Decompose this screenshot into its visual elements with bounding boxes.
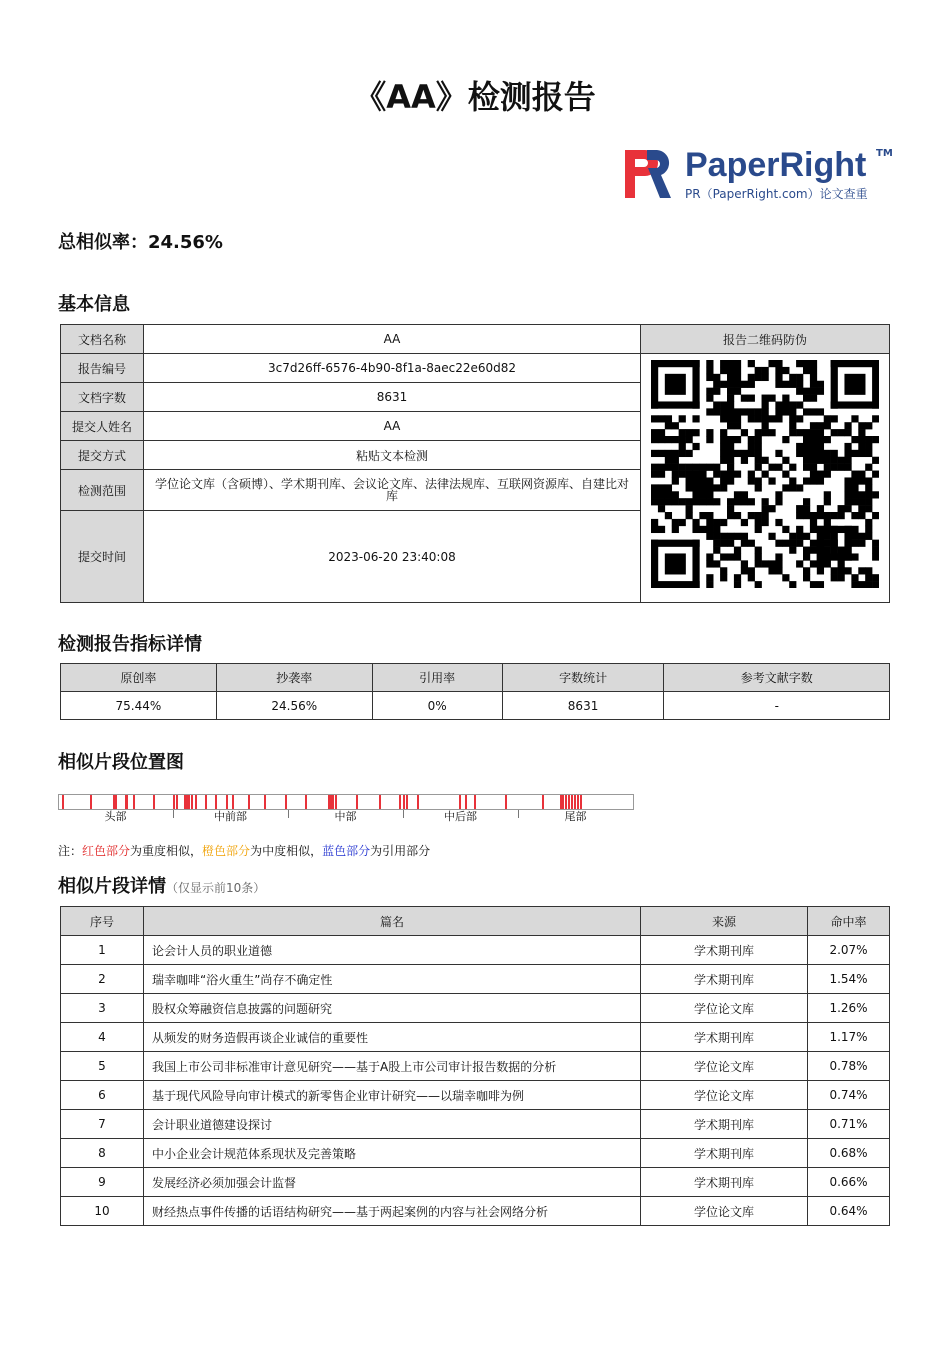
similarity-mark	[264, 795, 266, 809]
value-submit-method: 粘贴文本检测	[144, 441, 641, 470]
similarity-mark	[474, 795, 476, 809]
segment-back-middle: 中后部	[444, 810, 477, 823]
paperright-logo	[623, 146, 903, 206]
frag-title: 发展经济必须加强会计监督	[144, 1168, 641, 1197]
fragments-heading	[58, 872, 265, 898]
frag-source: 学位论文库	[641, 994, 808, 1023]
frag-rate: 1.26%	[808, 994, 890, 1023]
frag-source: 学术期刊库	[641, 1110, 808, 1139]
fragments-heading-note: （仅显示前10条）	[166, 881, 266, 895]
basic-info-heading: 基本信息	[58, 294, 130, 315]
frag-title: 基于现代风险导向审计模式的新零售企业审计研究——以瑞幸咖啡为例	[144, 1081, 641, 1110]
value-doc-name: AA	[144, 325, 641, 354]
frag-title: 从频发的财务造假再谈企业诚信的重要性	[144, 1023, 641, 1052]
qr-header: 报告二维码防伪	[641, 325, 890, 354]
similarity-mark	[176, 795, 178, 809]
frag-title: 论会计人员的职业道德	[144, 936, 641, 965]
frag-source: 学术期刊库	[641, 965, 808, 994]
similarity-mark	[332, 795, 334, 809]
frag-source: 学术期刊库	[641, 1168, 808, 1197]
frag-title: 会计职业道德建设探讨	[144, 1110, 641, 1139]
similarity-mark	[115, 795, 117, 809]
frag-source: 学位论文库	[641, 1197, 808, 1226]
frag-header-rate: 命中率	[808, 907, 890, 936]
frag-no: 3	[61, 994, 144, 1023]
similarity-mark	[465, 795, 467, 809]
value-submit-time: 2023-06-20 23:40:08	[144, 511, 641, 603]
logo-subtitle: PR（PaperRight.com）论文查重	[685, 187, 868, 201]
frag-no: 7	[61, 1110, 144, 1139]
note-orange: 橙色部分	[202, 844, 251, 858]
similarity-mark	[285, 795, 287, 809]
frag-rate: 0.74%	[808, 1081, 890, 1110]
metric-value-plagiarism: 24.56%	[216, 692, 372, 720]
frag-rate: 0.71%	[808, 1110, 890, 1139]
frag-source: 学位论文库	[641, 1081, 808, 1110]
table-row	[61, 1197, 890, 1226]
table-row	[61, 1023, 890, 1052]
frag-rate: 2.07%	[808, 936, 890, 965]
table-row	[61, 936, 890, 965]
label-submit-method: 提交方式	[61, 441, 144, 470]
similarity-mark	[356, 795, 358, 809]
label-submitter: 提交人姓名	[61, 412, 144, 441]
metric-header-word-count: 字数统计	[502, 664, 664, 692]
frag-rate: 1.54%	[808, 965, 890, 994]
frag-no: 6	[61, 1081, 144, 1110]
frag-rate: 0.78%	[808, 1052, 890, 1081]
similarity-mark	[571, 795, 573, 809]
label-submit-time: 提交时间	[61, 511, 144, 603]
similarity-mark	[562, 795, 564, 809]
metric-value-original: 75.44%	[61, 692, 217, 720]
note-orange-suffix: 为中度相似，	[250, 844, 323, 858]
logo-wordmark	[685, 146, 866, 185]
frag-title: 我国上市公司非标准审计意见研究——基于A股上市公司审计报告数据的分析	[144, 1052, 641, 1081]
metric-value-citation: 0%	[372, 692, 502, 720]
value-report-id: 3c7d26ff-6576-4b90-8f1a-8aec22e60d82	[144, 354, 641, 383]
metric-header-citation: 引用率	[372, 664, 502, 692]
table-row	[61, 1139, 890, 1168]
frag-rate: 0.66%	[808, 1168, 890, 1197]
similarity-mark	[568, 795, 570, 809]
similarity-mark	[248, 795, 250, 809]
label-doc-name: 文档名称	[61, 325, 144, 354]
similarity-mark	[173, 795, 175, 809]
frag-header-title: 篇名	[144, 907, 641, 936]
similarity-mark	[399, 795, 401, 809]
logo-word-right: Right	[779, 146, 867, 184]
frag-source: 学术期刊库	[641, 1139, 808, 1168]
similarity-mark	[62, 795, 64, 809]
similarity-mark	[335, 795, 337, 809]
similarity-mark	[226, 795, 228, 809]
similarity-mark	[133, 795, 135, 809]
metrics-heading: 检测报告指标详情	[58, 634, 202, 655]
frag-no: 10	[61, 1197, 144, 1226]
legend-note	[58, 842, 430, 859]
frag-no: 5	[61, 1052, 144, 1081]
pr-logo-icon	[623, 148, 673, 200]
segment-head: 头部	[104, 810, 127, 823]
table-row	[61, 1052, 890, 1081]
frag-rate: 1.17%	[808, 1023, 890, 1052]
similarity-mark	[232, 795, 234, 809]
qr-cell	[641, 354, 890, 603]
similarity-mark	[574, 795, 576, 809]
similarity-mark	[191, 795, 193, 809]
value-word-count: 8631	[144, 383, 641, 412]
report-title: 《AA》检测报告	[354, 78, 596, 116]
frag-rate: 0.64%	[808, 1197, 890, 1226]
segment-middle: 中部	[334, 810, 357, 823]
frag-title: 中小企业会计规范体系现状及完善策略	[144, 1139, 641, 1168]
frag-title: 瑞幸咖啡“浴火重生”尚存不确定性	[144, 965, 641, 994]
similarity-mark	[542, 795, 544, 809]
frag-header-no: 序号	[61, 907, 144, 936]
note-red: 红色部分	[82, 844, 131, 858]
similarity-mark	[417, 795, 419, 809]
value-scope: 学位论文库（含硕博）、学术期刊库、会议论文库、法律法规库、互联网资源库、自建比对库	[144, 470, 641, 511]
frag-title: 财经热点事件传播的话语结构研究——基于两起案例的内容与社会网络分析	[144, 1197, 641, 1226]
similarity-mark	[215, 795, 217, 809]
similarity-mark	[188, 795, 190, 809]
note-blue-suffix: 为引用部分	[370, 844, 431, 858]
logo-trademark: TM	[876, 148, 893, 159]
metrics-table	[60, 663, 890, 720]
similarity-mark	[153, 795, 155, 809]
metric-header-original: 原创率	[61, 664, 217, 692]
similarity-mark	[403, 795, 405, 809]
qr-code-icon	[651, 360, 879, 588]
metric-header-plagiarism: 抄袭率	[216, 664, 372, 692]
value-submitter: AA	[144, 412, 641, 441]
frag-no: 4	[61, 1023, 144, 1052]
frag-source: 学术期刊库	[641, 936, 808, 965]
note-blue: 蓝色部分	[322, 844, 371, 858]
label-report-id: 报告编号	[61, 354, 144, 383]
segment-front-middle: 中前部	[214, 810, 247, 823]
similarity-mark	[577, 795, 579, 809]
metric-header-ref-words: 参考文献字数	[664, 664, 890, 692]
basic-info-table	[60, 324, 890, 603]
metric-value-word-count: 8631	[502, 692, 664, 720]
similarity-mark	[379, 795, 381, 809]
frag-source: 学术期刊库	[641, 1023, 808, 1052]
similarity-mark	[195, 795, 197, 809]
frag-no: 8	[61, 1139, 144, 1168]
frag-rate: 0.68%	[808, 1139, 890, 1168]
frag-no: 2	[61, 965, 144, 994]
table-row	[61, 965, 890, 994]
table-row	[61, 1168, 890, 1197]
frag-source: 学位论文库	[641, 1052, 808, 1081]
total-similarity: 总相似率：24.56%	[58, 232, 223, 253]
similarity-mark	[90, 795, 92, 809]
table-row	[61, 994, 890, 1023]
table-row	[61, 1110, 890, 1139]
fragments-table-body	[61, 936, 890, 1226]
frag-no: 9	[61, 1168, 144, 1197]
label-word-count: 文档字数	[61, 383, 144, 412]
frag-no: 1	[61, 936, 144, 965]
segment-tail: 尾部	[564, 810, 587, 823]
similarity-mark	[126, 795, 128, 809]
fragments-table	[60, 906, 890, 1226]
frag-header-source: 来源	[641, 907, 808, 936]
similarity-mark	[205, 795, 207, 809]
note-red-suffix: 为重度相似，	[130, 844, 203, 858]
note-prefix: 注：	[58, 844, 83, 858]
table-row	[61, 1081, 890, 1110]
position-map-heading: 相似片段位置图	[58, 752, 184, 773]
frag-title: 股权众筹融资信息披露的问题研究	[144, 994, 641, 1023]
metric-value-ref-words: -	[664, 692, 890, 720]
similarity-mark	[505, 795, 507, 809]
logo-word-paper: Paper	[685, 146, 780, 184]
position-segment-labels	[58, 808, 634, 828]
similarity-mark	[305, 795, 307, 809]
similarity-mark	[459, 795, 461, 809]
similarity-mark	[580, 795, 582, 809]
fragments-heading-title: 相似片段详情	[58, 876, 166, 897]
similarity-mark	[406, 795, 408, 809]
similarity-mark	[565, 795, 567, 809]
label-scope: 检测范围	[61, 470, 144, 511]
